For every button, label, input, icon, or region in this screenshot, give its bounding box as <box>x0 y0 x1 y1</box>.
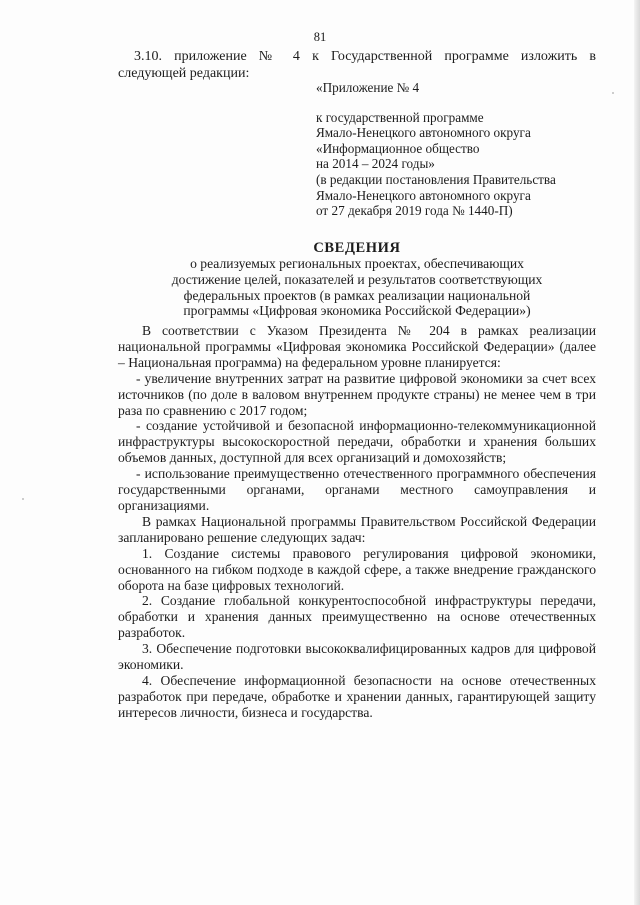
body-paragraph: 3. Обеспечение подготовки высококвалифицированных кадров для цифровой экономики. <box>118 641 596 673</box>
appendix-title: «Приложение № 4 <box>316 80 420 95</box>
intro-line-1: 3.10. приложение № 4 к Государственной программе изложить в <box>134 49 596 64</box>
body-paragraph: В соответствии с Указом Президента № 204 в рамках реализации национальной программы «Цифровая экономика Российской Федерации» (далее – Национальная программа) на федеральном уровне планируется: <box>118 323 596 370</box>
appendix-line: к государственной программе <box>316 109 484 125</box>
intro-line-2: следующей редакции: <box>118 66 250 81</box>
subheading-line: программы «Цифровая экономика Российской Федерации») <box>183 303 531 319</box>
body-paragraph: В рамках Национальной программы Правительством Российской Федерации запланировано решение следующих задач: <box>118 513 596 545</box>
body-paragraph: - использование преимущественно отечественного программного обеспечения государственными органами, органами местного самоуправления и организациями. <box>118 466 596 513</box>
body-paragraph: 2. Создание глобальной конкурентоспособной инфраструктуры передачи, обработки и хранения данных преимущественно на основе отечественных разработок. <box>118 593 596 641</box>
subheading-line: достижение целей, показателей и результатов соответствующих <box>171 271 543 287</box>
page-edge-shadow <box>634 0 640 905</box>
subheading-line: о реализуемых региональных проектах, обеспечивающих <box>190 256 524 271</box>
appendix-line: (в редакции постановления Правительства <box>316 171 556 187</box>
section-subheading <box>118 256 596 319</box>
appendix-line: на 2014 – 2024 годы» <box>316 156 435 172</box>
section-heading: СВЕДЕНИЯ <box>313 240 401 256</box>
appendix-line: Ямало-Ненецкого автономного округа <box>316 187 531 203</box>
body-paragraph: 1. Создание системы правового регулирования цифровой экономики, основанного на гибком подходе в каждой сфере, а также внедрение гражданского оборота на базе цифровых технологий. <box>118 545 596 593</box>
body-text <box>118 323 596 721</box>
body-paragraph: 4. Обеспечение информационной безопасности на основе отечественных разработок при передаче, обработке и хранении данных, гарантирующей защиту интересов личности, бизнеса и государства. <box>118 672 596 720</box>
subheading-line: федеральных проектов (в рамках реализации национальной <box>183 287 531 303</box>
scan-artifact <box>612 92 614 94</box>
appendix-block <box>316 80 606 219</box>
appendix-line: Ямало-Ненецкого автономного округа <box>316 125 531 141</box>
intro-paragraph <box>118 48 596 82</box>
body-paragraph: - увеличение внутренних затрат на развитие цифровой экономики за счет всех источников (по доле в валовом внутреннем продукте страны) не менее чем в три раза по сравнению с 2017 годом; <box>118 370 596 418</box>
appendix-line: от 27 декабря 2019 года № 1440-П) <box>316 203 513 219</box>
scan-artifact <box>22 498 24 500</box>
appendix-line: «Информационное общество <box>316 140 480 156</box>
page-number: 81 <box>313 30 327 44</box>
body-paragraph: - создание устойчивой и безопасной информационно-телекоммуникационной инфраструктуры высокоскоростной передачи, обработки и хранения больших объемов данных, доступной для всех организаций и домохозяйств; <box>118 418 596 466</box>
